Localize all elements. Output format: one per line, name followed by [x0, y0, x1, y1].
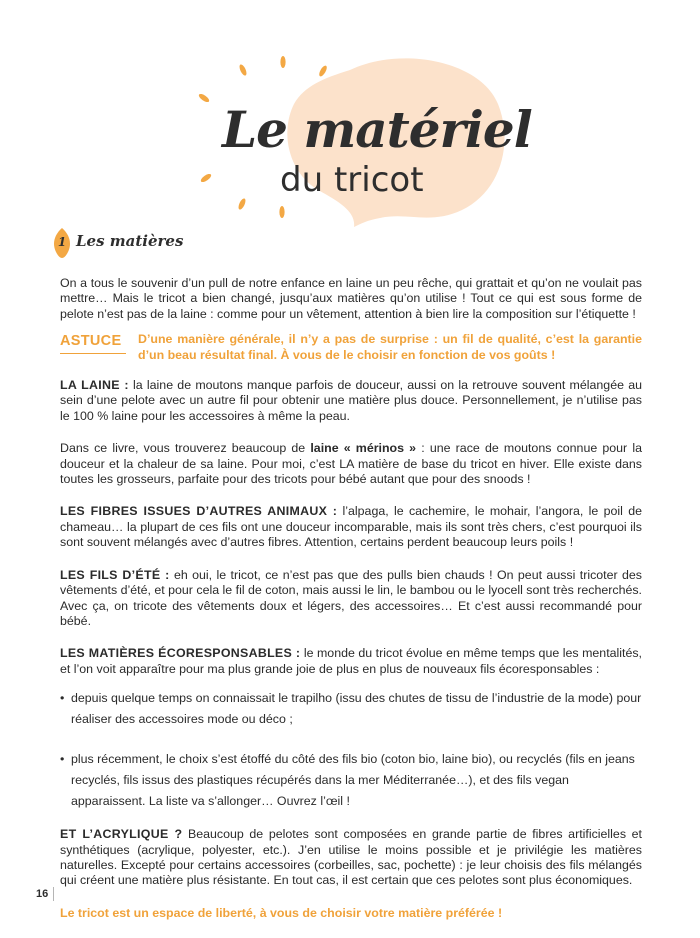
tip-box [60, 332, 642, 363]
paragraph-text: Dans ce livre, vous trouverez beaucoup de [60, 441, 311, 456]
eco-bullet-list [60, 688, 642, 812]
page-subtitle: du tricot [280, 160, 424, 200]
page-number: 16 [36, 887, 54, 901]
paragraph-merinos [60, 441, 642, 487]
list-item: • depuis quelque temps on connaissait le trapilho (issu des chutes de tissu de l’industrie de la mode) pour réaliser des accessoires mode ou déco ; [60, 688, 642, 730]
section-title: Les matières [76, 232, 184, 250]
tip-label: ASTUCE [60, 332, 126, 353]
paragraph-fibres [60, 504, 642, 550]
paragraph-text: Beaucoup de pelotes sont composées en grande partie de fibres artificielles et synthétiques (acrylique, polyester, etc.). J’en utilise le moins possible et je privilégie les matières naturelles. Excepté pour certains accessoires (corbeilles, sac, pochette) : je leur choisis des fils mélangés qui créent une matière plus résistante. En tout cas, il est certain que ces pelotes sont plus économiques. [60, 827, 642, 888]
emphasis-merinos: laine « mérinos » [310, 441, 417, 456]
paragraph-text: le monde du tricot évolue en même temps que les mentalités, et l’on voit apparaître pour ma plus grande joie de plus en plus de nouveaux fils écoresponsables : [60, 646, 643, 676]
paragraph-laine [60, 378, 642, 424]
section-number: 1 [57, 235, 67, 249]
paragraph-acrylique [60, 827, 642, 889]
paragraph-ecoresponsables [60, 646, 642, 677]
paragraph-lead: LA LAINE : [60, 378, 129, 393]
paragraph-fils-ete [60, 568, 642, 630]
intro-paragraph: On a tous le souvenir d’un pull de notre enfance en laine un peu rêche, qui grattait et qu’on ne voulait pas mettre… Mais le tricot a bien changé, jusqu’aux matières qu’on utilise ! Tout ce qui est sous forme de pelote n’est pas de la laine : comme pour un vêtement, attention à bien lire la composition sur l’étiquette ! [60, 276, 642, 321]
list-item: • plus récemment, le choix s’est étoffé du côté des fils bio (coton bio, laine bio), ou recyclés (fils en jeans recyclés, fils issus des plastiques récupérés dans la mer Méditerranée…), et des fils vegan apparaissent. La liste va s’allonger… Ouvrez l’œil ! [60, 749, 642, 812]
paragraph-lead: LES FIBRES ISSUES D’AUTRES ANIMAUX : [60, 504, 338, 519]
page-title: Le matériel [222, 100, 532, 159]
paragraph-text: la laine de moutons manque parfois de douceur, aussi on la retrouve souvent mélangée au sein d’une pelote avec un autre fil pour obtenir une matière plus douce. Personnellement, je n’utilise pas le 100 % laine pour les accessoires à même la peau. [60, 378, 642, 423]
article-body [60, 276, 642, 938]
paragraph-text: eh oui, le tricot, ce n’est pas que des pulls bien chauds ! On peut aussi tricoter des vêtements d’été, et pour cela le fil de coton, mais aussi le lin, le bambou ou le lyocell sont très recherchés. Avec ça, on tricote des vêtements doux et légers, des accessoires… Et c’est aussi recommandé pour bébé. [60, 567, 642, 628]
paragraph-text: l’alpaga, le cachemire, le mohair, l’angora, le poil de chameau… la plupart de ces fils ont une douceur incomparable, mais ils sont très chers, c’est pourquoi ils sont souvent mélangés avec d’autres fibres. Attention, certains perdent beaucoup leurs poils ! [60, 504, 642, 550]
paragraph-lead: LES FILS D’ÉTÉ : [60, 567, 170, 582]
section-number-badge [52, 228, 72, 258]
conclusion-text: Le tricot est un espace de liberté, à vous de choisir votre matière préférée ! [60, 905, 503, 920]
paragraph-lead: ET L’ACRYLIQUE ? [60, 827, 183, 842]
tip-text: D’une manière générale, il n’y a pas de surprise : un fil de qualité, c’est la garantie d’un beau résultat final. À vous de le choisir en fonction de vos goûts ! [138, 332, 642, 362]
paragraph-text: : une race de moutons connue pour la douceur et la chaleur de sa laine. Pour moi, c’est LA matière de base du tricot en hiver. Elle existe dans toutes les grosseurs, parfaite pour des tricots pour bébé autant que pour des snoods ! [60, 441, 642, 487]
paragraph-lead: LES MATIÈRES ÉCORESPONSABLES : [60, 646, 301, 661]
